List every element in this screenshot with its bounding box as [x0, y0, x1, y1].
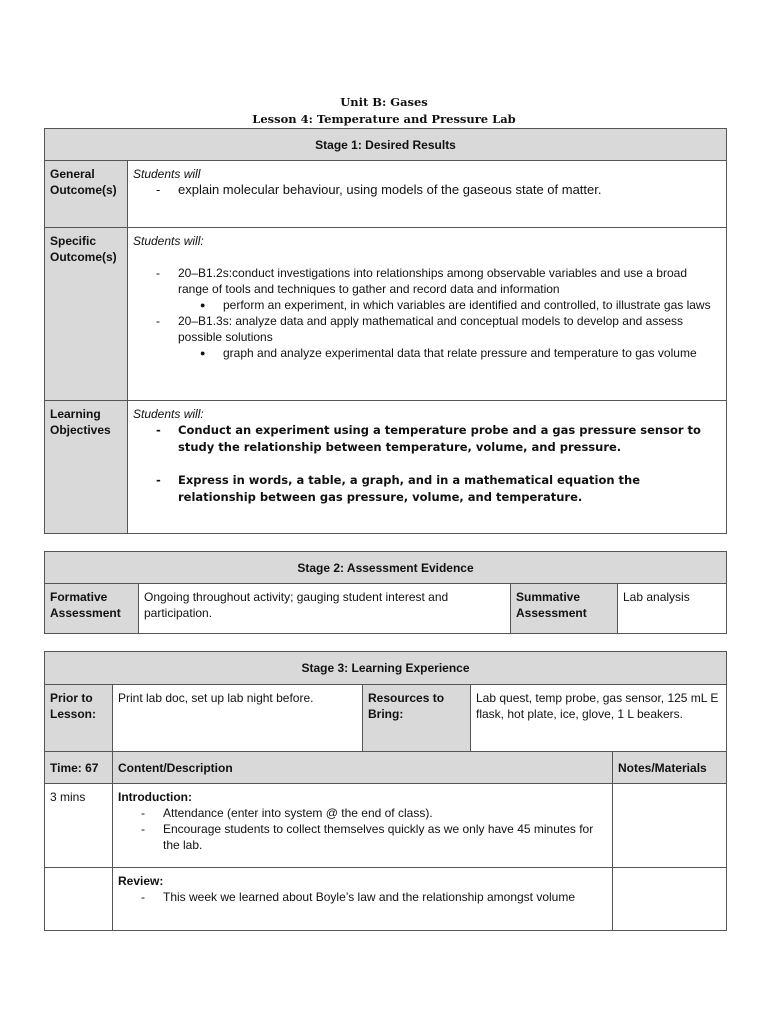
formative-label: Formative Assessment — [45, 584, 139, 634]
row-content — [113, 784, 613, 868]
row-notes — [613, 784, 727, 868]
formative-text: Ongoing throughout activity; gauging student interest and participation. — [139, 584, 511, 634]
notes-label: Notes/Materials — [613, 752, 727, 784]
objective-item: - Express in words, a table, a graph, and in a mathematical equation the relationship between gas pressure, volume, and temperature. — [133, 472, 721, 506]
row-item: - Encourage students to collect themselves quickly as we only have 45 minutes for the lab. — [118, 821, 607, 853]
row-heading: Introduction: — [118, 790, 192, 804]
objectives-intro: Students will: — [133, 407, 204, 421]
resources-text: Lab quest, temp probe, gas sensor, 125 mL E flask, hot plate, ice, glove, 1 L beakers. — [471, 685, 727, 752]
specific-subitem: ● perform an experiment, in which variables are identified and controlled, to illustrate gas laws — [133, 297, 721, 313]
specific-item — [133, 265, 721, 297]
row-time: 3 mins — [45, 784, 113, 868]
specific-item — [133, 313, 721, 345]
stage1-table — [44, 128, 727, 534]
general-intro: Students will — [133, 167, 201, 181]
stage3-title: Stage 3: Learning Experience — [45, 652, 727, 685]
specific-item-text: 20–B1.2s:conduct investigations into relationships among observable variables and use a broad range of tools and techniques to gather and record data and information — [178, 266, 687, 296]
unit-title: Unit B: Gases — [340, 95, 428, 109]
stage3-table — [44, 651, 727, 931]
stage2-title: Stage 2: Assessment Evidence — [45, 552, 727, 584]
objective-item: - Conduct an experiment using a temperature probe and a gas pressure sensor to study the relationship between temperature, volume, and pressure. — [133, 422, 721, 456]
row-item: - Attendance (enter into system @ the end of class). — [118, 805, 607, 821]
stage1-title: Stage 1: Desired Results — [45, 129, 727, 161]
stage2-table — [44, 551, 727, 634]
row-heading: Review: — [118, 874, 164, 888]
specific-outcome-label: Specific Outcome(s) — [45, 228, 128, 401]
summative-text: Lab analysis — [618, 584, 727, 634]
row-content — [113, 868, 613, 931]
resources-label: Resources to Bring: — [363, 685, 471, 752]
content-label: Content/Description — [113, 752, 613, 784]
general-outcome-cell — [128, 161, 727, 228]
specific-intro: Students will: — [133, 234, 204, 248]
learning-objectives-cell — [128, 401, 727, 534]
specific-item-text: 20–B1.3s: analyze data and apply mathematical and conceptual models to develop and assess possible solutions — [178, 314, 683, 344]
general-item: - explain molecular behaviour, using models of the gaseous state of matter. — [133, 182, 721, 198]
row-time — [45, 868, 113, 931]
specific-subitem: ● graph and analyze experimental data that relate pressure and temperature to gas volume — [133, 345, 721, 361]
learning-objectives-label: Learning Objectives — [45, 401, 128, 534]
prior-label: Prior to Lesson: — [45, 685, 113, 752]
lesson-title: Lesson 4: Temperature and Pressure Lab — [252, 112, 516, 126]
prior-text: Print lab doc, set up lab night before. — [113, 685, 363, 752]
specific-outcome-cell — [128, 228, 727, 401]
row-notes — [613, 868, 727, 931]
row-item: - This week we learned about Boyle’s law and the relationship amongst volume — [118, 889, 607, 905]
summative-label: Summative Assessment — [511, 584, 618, 634]
general-outcome-label: General Outcome(s) — [45, 161, 128, 228]
time-label: Time: 67 — [45, 752, 113, 784]
